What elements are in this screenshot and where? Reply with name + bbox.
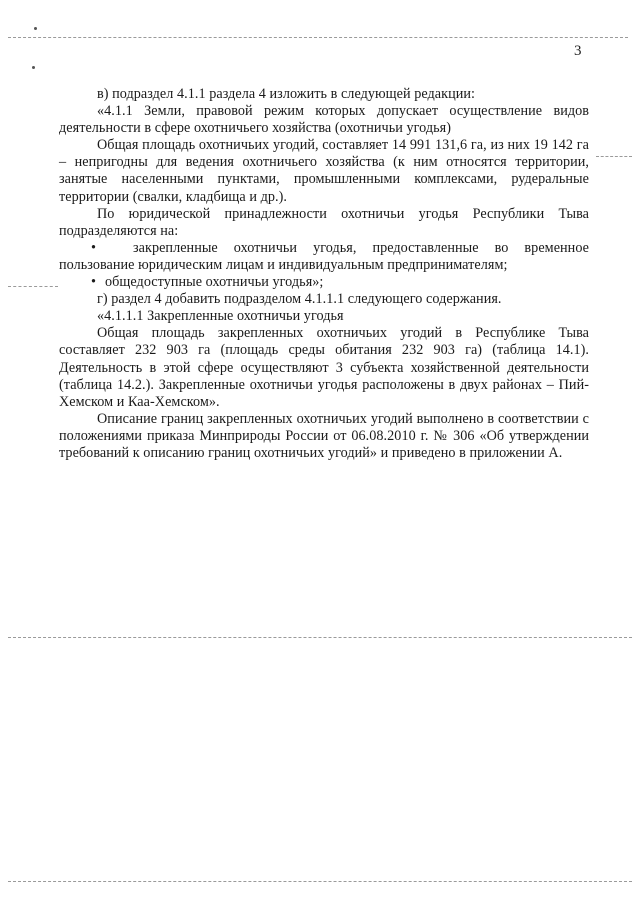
paragraph-total-area: Общая площадь охотничьих угодий, составляет 14 991 131,6 га, из них 19 142 га – непригодны для ведения охотничьего хозяйства (к ним относятся территории, занятые населенными пунктами, промышленными комплексами, рудеральные территории (свалки, кладбища и др.). [59, 137, 589, 205]
paragraph-boundaries: Описание границ закрепленных охотничьих угодий выполнено в соответствии с положениями приказа Минприроды России от 06.08.2010 г. № 306 «Об утверждении требований к описанию границ охотничьих угодий» и приведено в приложении А. [59, 410, 589, 461]
paragraph-add-subsection: г) раздел 4 добавить подразделом 4.1.1.1 следующего содержания. [97, 291, 502, 308]
bullet-item [59, 274, 589, 291]
bullet-item [59, 240, 589, 274]
bullet-text: общедоступные охотничьи угодья»; [105, 274, 324, 291]
bullet-text: закрепленные охотничьи угодья, предоставленные во временное пользование юридическим лицам и индивидуальным предпринимателям; [59, 239, 589, 273]
paragraph-fixed-area: Общая площадь закрепленных охотничьих угодий в Республике Тыва составляет 232 903 га (площадь среды обитания 232 903 га) (таблица 14.1). Деятельность в этой сфере осуществляют 3 субъекта хозяйственной деятельности (таблица 14.2.). Закрепленные охотничьи угодья расположены в двух районах – Пий-Хемском и Каа-Хемском». [59, 325, 589, 410]
scan-artifact-dot [34, 27, 37, 30]
scan-artifact-bottom-line [8, 881, 632, 882]
paragraph-ownership: По юридической принадлежности охотничьи угодья Республики Тыва подразделяются на: [59, 205, 589, 239]
scan-artifact-margin-line [8, 286, 58, 287]
paragraph-subsection-title: «4.1.1.1 Закрепленные охотничьи угодья [97, 308, 344, 325]
scan-artifact-middle-line [8, 637, 632, 638]
scan-artifact-dot [32, 66, 35, 69]
scan-artifact-right-line [596, 156, 632, 157]
paragraph-section-title: «4.1.1 Земли, правовой режим которых допускает осуществление видов деятельности в сфере охотничьего хозяйства (охотничьи угодья) [59, 103, 589, 137]
page-number: 3 [574, 43, 582, 59]
scan-artifact-top-line [8, 37, 628, 38]
bullet-marker: • [91, 274, 97, 291]
document-body [59, 86, 589, 462]
bullet-marker: • [91, 239, 97, 256]
paragraph-subsection-edit: в) подраздел 4.1.1 раздела 4 изложить в следующей редакции: [97, 86, 476, 102]
